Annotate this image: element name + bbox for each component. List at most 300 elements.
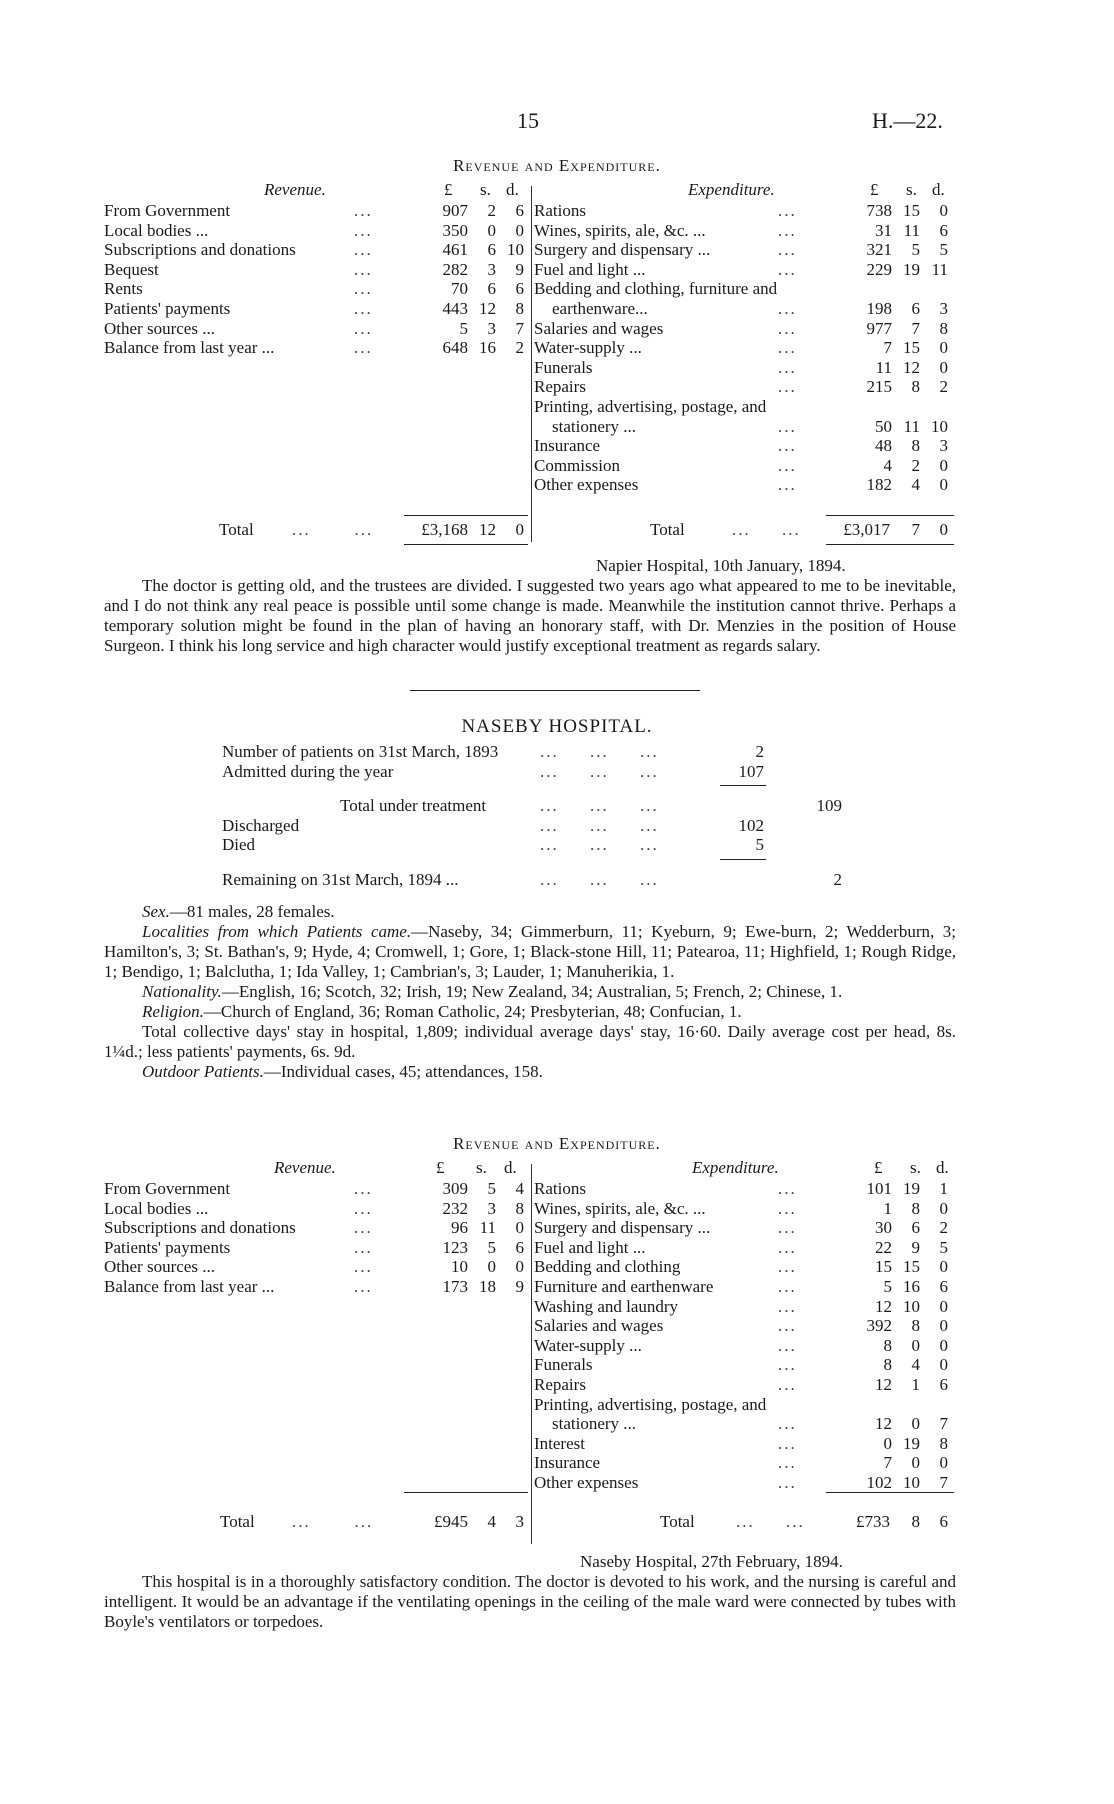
shillings-heading: s. xyxy=(480,180,491,199)
ledger-row xyxy=(534,436,956,456)
document-reference: H.—22. xyxy=(872,108,943,133)
ledger-row-shillings: 7 xyxy=(911,318,920,338)
napier-expenditure-total-underline xyxy=(826,544,954,545)
naseby-expenditure-total-rule xyxy=(826,1492,954,1493)
naseby-expenditure-header xyxy=(534,1158,956,1179)
pence-heading: d. xyxy=(936,1158,949,1177)
napier-column-divider xyxy=(531,186,532,542)
ledger-row xyxy=(104,279,530,299)
statistics-row xyxy=(222,835,842,855)
total-label: Total xyxy=(219,520,254,539)
naseby-expenditure-column xyxy=(534,1158,956,1531)
ledger-row xyxy=(534,475,956,495)
pounds-heading: £ xyxy=(444,180,453,199)
napier-expenditure-total-rule xyxy=(826,515,954,516)
statistics-row xyxy=(222,796,842,816)
leader-dots: ... xyxy=(778,455,797,475)
ledger-row xyxy=(534,1336,956,1356)
ledger-row-pence: 6 xyxy=(939,220,948,240)
ledger-row-pounds: 101 xyxy=(866,1179,892,1198)
ledger-row-label: Interest xyxy=(534,1433,585,1453)
ledger-row xyxy=(534,201,956,221)
ledger-row-pounds: 738 xyxy=(866,201,892,220)
ledger-row-pounds: 5 xyxy=(883,1276,892,1296)
naseby-expenditure-heading: Expenditure. xyxy=(692,1158,779,1177)
statistics-label: Remaining on 31st March, 1894 ... xyxy=(222,869,459,889)
ledger-row-pence: 2 xyxy=(939,377,948,397)
ledger-row xyxy=(534,1473,956,1493)
ledger-row-pence: 0 xyxy=(939,1335,948,1355)
leader-dots: ... ... xyxy=(736,1512,805,1531)
ledger-row xyxy=(534,1316,956,1336)
napier-section-title: Revenue and Expenditure. xyxy=(453,156,661,175)
pence-heading: d. xyxy=(506,180,519,199)
ledger-row-shillings: 12 xyxy=(903,357,920,377)
ledger-row-label: Balance from last year ... xyxy=(104,1276,275,1296)
ledger-row-label: Bedding and clothing, furniture and xyxy=(534,279,778,299)
leader-dots: ... xyxy=(778,436,797,456)
section-separator xyxy=(410,690,700,691)
ledger-row-label: earthenware... xyxy=(552,298,648,318)
ledger-row-pounds: 8 xyxy=(883,1355,892,1375)
napier-expenditure-rows xyxy=(534,201,956,495)
ledger-row-shillings: 5 xyxy=(487,1179,496,1198)
leader-dots: ... xyxy=(778,377,797,397)
ledger-row-shillings: 16 xyxy=(479,338,496,358)
pounds-heading: £ xyxy=(436,1158,445,1177)
ledger-row-pounds: 392 xyxy=(866,1316,892,1336)
ledger-row-pounds: 907 xyxy=(442,201,468,220)
naseby-revenue-heading: Revenue. xyxy=(274,1158,336,1177)
ledger-row-shillings: 5 xyxy=(911,240,920,260)
ledger-row xyxy=(534,260,956,280)
ledger-row-pounds: 5 xyxy=(459,318,468,338)
leader-dots: ... xyxy=(778,1433,797,1453)
ledger-row-pence: 3 xyxy=(939,436,948,456)
naseby-expenditure-total-shillings: 8 xyxy=(911,1512,920,1531)
shillings-heading: s. xyxy=(906,180,917,199)
ledger-row-shillings: 6 xyxy=(911,1218,920,1238)
statistics-total: 109 xyxy=(816,796,842,816)
shillings-heading: s. xyxy=(910,1158,921,1177)
leader-dots: ... ... xyxy=(292,1512,374,1531)
ledger-row-pounds: 229 xyxy=(866,259,892,279)
ledger-row-pounds: 15 xyxy=(875,1257,892,1277)
leader-dots: ... xyxy=(778,416,797,436)
ledger-row-pence: 6 xyxy=(515,201,524,220)
ledger-row xyxy=(534,417,956,437)
ledger-row-pounds: 0 xyxy=(883,1433,892,1453)
ledger-row-shillings: 15 xyxy=(903,1257,920,1277)
ledger-row-label: Salaries and wages xyxy=(534,318,664,338)
ledger-row-pounds: 12 xyxy=(875,1414,892,1434)
leader-dots: ... xyxy=(778,240,797,260)
ledger-row xyxy=(534,358,956,378)
ledger-row-pence: 1 xyxy=(939,1179,948,1198)
ledger-row-pence: 10 xyxy=(931,416,948,436)
naseby-column-divider xyxy=(531,1164,532,1544)
ledger-row-shillings: 6 xyxy=(487,240,496,260)
leader-dots: ... xyxy=(778,259,797,279)
naseby-revenue-total-rule xyxy=(404,1492,528,1493)
naseby-revenue-rows xyxy=(104,1179,530,1297)
ledger-row-label: stationery ... xyxy=(552,1414,637,1434)
nationality-text: —English, 16; Scotch, 32; Irish, 19; New Zealand, 34; Australian, 5; French, 2; Chinese, 1. xyxy=(221,982,843,1001)
ledger-row-pounds: 309 xyxy=(442,1179,468,1198)
ledger-row-pounds: 182 xyxy=(866,475,892,495)
ledger-row-pence: 11 xyxy=(931,259,948,279)
nationality-label: Nationality. xyxy=(142,982,222,1001)
ledger-row xyxy=(104,1238,530,1258)
ledger-row-pounds: 282 xyxy=(442,259,468,279)
ledger-row-label: Rations xyxy=(534,201,586,220)
ledger-row-label: Wines, spirits, ale, &c. ... xyxy=(534,220,706,240)
ledger-row-shillings: 16 xyxy=(903,1276,920,1296)
ledger-row-shillings: 4 xyxy=(911,1355,920,1375)
naseby-section-title: Revenue and Expenditure. xyxy=(453,1134,661,1153)
ledger-row xyxy=(534,1453,956,1473)
ledger-row-label: Washing and laundry xyxy=(534,1296,679,1316)
leader-dots: ... xyxy=(778,357,797,377)
ledger-row-pounds: 4 xyxy=(883,455,892,475)
ledger-row-pence: 0 xyxy=(939,1355,948,1375)
ledger-row-shillings: 15 xyxy=(903,201,920,220)
ledger-row xyxy=(534,397,956,417)
ledger-row-label: Repairs xyxy=(534,377,586,397)
ledger-row xyxy=(534,1297,956,1317)
ledger-row-pence: 3 xyxy=(939,298,948,318)
ledger-row-shillings: 6 xyxy=(911,298,920,318)
ledger-row-shillings: 19 xyxy=(903,1179,920,1198)
ledger-row-shillings: 11 xyxy=(479,1218,496,1238)
ledger-row-label: Wines, spirits, ale, &c. ... xyxy=(534,1198,706,1218)
ledger-row-pence: 0 xyxy=(939,1198,948,1218)
ledger-row-pounds: 10 xyxy=(451,1257,468,1277)
ledger-row xyxy=(534,1375,956,1395)
ledger-row-label: Rents xyxy=(104,279,143,299)
ledger-row xyxy=(534,1395,956,1415)
ledger-row-label: Other expenses xyxy=(534,1472,639,1492)
ledger-row-pence: 8 xyxy=(939,318,948,338)
ledger-row-pence: 0 xyxy=(515,1257,524,1277)
ledger-row-shillings: 3 xyxy=(487,259,496,279)
leader-dots: ... xyxy=(778,1355,797,1375)
ledger-row-label: Patients' payments xyxy=(104,298,231,318)
ledger-row-pence: 5 xyxy=(939,240,948,260)
ledger-row-label: Fuel and light ... xyxy=(534,1237,646,1257)
ledger-row-pounds: 102 xyxy=(866,1472,892,1492)
napier-comment xyxy=(104,576,956,656)
leader-dots: ... xyxy=(354,279,373,299)
pounds-heading: £ xyxy=(870,180,879,199)
ledger-row-shillings: 0 xyxy=(911,1453,920,1473)
ledger-row-pounds: 22 xyxy=(875,1237,892,1257)
leader-dots: ... xyxy=(354,318,373,338)
nationality-note xyxy=(104,982,956,1002)
napier-expenditure-header xyxy=(534,180,956,201)
ledger-row-label: Insurance xyxy=(534,436,601,456)
napier-revenue-heading: Revenue. xyxy=(264,180,326,199)
ledger-row-label: Surgery and dispensary ... xyxy=(534,240,711,260)
ledger-row-pounds: 123 xyxy=(442,1237,468,1257)
religion-text: —Church of England, 36; Roman Catholic, 24; Presbyterian, 48; Confucian, 1. xyxy=(203,1002,742,1021)
ledger-row-pounds: 232 xyxy=(442,1198,468,1218)
leader-dots: ... ... ... xyxy=(540,815,659,835)
statistics-row xyxy=(222,870,842,890)
ledger-row-pence: 10 xyxy=(507,240,524,260)
leader-dots: ... ... xyxy=(292,520,374,539)
leader-dots: ... xyxy=(354,240,373,260)
leader-dots: ... xyxy=(354,338,373,358)
statistics-label: Total under treatment xyxy=(340,796,487,816)
ledger-row-pence: 0 xyxy=(515,1218,524,1238)
napier-revenue-total-pounds: £3,168 xyxy=(421,520,468,539)
ledger-row-pounds: 30 xyxy=(875,1218,892,1238)
ledger-row-pounds: 648 xyxy=(442,338,468,358)
ledger-row-label: Printing, advertising, postage, and xyxy=(534,396,767,416)
localities-text: —Naseby, 34; Gimmerburn, 11; Kyeburn, 9; Ewe-burn, 2; Wedderburn, 3; Hamilton's, 3; St. Bathan's, 9; Hyde, 4; Cromwell, 1; Gore, 1; Black-stone Hill, 11; Patearoa, 11; Highfield, 1; Rough Ridge, 1; Bendigo, 1; Balclutha, 1; Ida Valley, 1; Cambrian's, 3; Lauder, 1; Manuherikia, 1. xyxy=(104,922,957,981)
leader-dots: ... xyxy=(778,1414,797,1434)
ledger-row-shillings: 0 xyxy=(911,1414,920,1434)
ledger-row-shillings: 10 xyxy=(903,1472,920,1492)
ledger-row-pounds: 443 xyxy=(442,298,468,318)
localities-label: Localities from which Patients came. xyxy=(142,922,412,941)
ledger-row-label: Surgery and dispensary ... xyxy=(534,1218,711,1238)
ledger-row-pence: 7 xyxy=(939,1472,948,1492)
ledger-row xyxy=(534,1355,956,1375)
leader-dots: ... xyxy=(354,1198,373,1218)
outdoor-label: Outdoor Patients. xyxy=(142,1062,264,1081)
napier-signature: Napier Hospital, 10th January, 1894. xyxy=(596,556,846,575)
napier-expenditure-total-shillings: 7 xyxy=(911,520,920,539)
ledger-row xyxy=(534,221,956,241)
ledger-row-label: Local bodies ... xyxy=(104,1198,209,1218)
ledger-row-label: Other sources ... xyxy=(104,318,215,338)
ledger-row-label: Other expenses xyxy=(534,475,639,495)
ledger-row-pence: 0 xyxy=(939,1296,948,1316)
ledger-row-pounds: 31 xyxy=(875,220,892,240)
ledger-row-pence: 0 xyxy=(939,455,948,475)
naseby-ledger xyxy=(104,1158,956,1546)
ledger-row-label: Fuel and light ... xyxy=(534,259,646,279)
ledger-row xyxy=(104,1218,530,1238)
statistics-value: 107 xyxy=(738,761,764,781)
ledger-row-pence: 9 xyxy=(515,1276,524,1296)
ledger-row-label: Subscriptions and donations xyxy=(104,1218,296,1238)
ledger-row-pounds: 96 xyxy=(451,1218,468,1238)
ledger-row-pounds: 977 xyxy=(866,318,892,338)
ledger-row-shillings: 8 xyxy=(911,1198,920,1218)
total-label: Total xyxy=(650,520,685,539)
statistics-value: 102 xyxy=(738,815,764,835)
localities-note xyxy=(104,922,956,982)
ledger-row-shillings: 0 xyxy=(487,1257,496,1277)
pence-heading: d. xyxy=(932,180,945,199)
ledger-row xyxy=(534,1238,956,1258)
ledger-row-pounds: 48 xyxy=(875,436,892,456)
napier-revenue-column xyxy=(104,180,530,539)
ledger-row-label: Other sources ... xyxy=(104,1257,215,1277)
ledger-row-pence: 0 xyxy=(939,201,948,220)
ledger-row xyxy=(534,1414,956,1434)
leader-dots: ... xyxy=(354,220,373,240)
ledger-row-pounds: 215 xyxy=(866,377,892,397)
naseby-expenditure-rows xyxy=(534,1179,956,1493)
naseby-hospital-title: NASEBY HOSPITAL. xyxy=(461,716,653,737)
ledger-row-pence: 8 xyxy=(939,1433,948,1453)
ledger-row xyxy=(104,319,530,339)
ledger-row-shillings: 0 xyxy=(911,1335,920,1355)
napier-revenue-rows xyxy=(104,201,530,358)
naseby-patient-statistics xyxy=(222,742,842,890)
ledger-row-shillings: 10 xyxy=(903,1296,920,1316)
leader-dots: ... xyxy=(354,201,373,220)
ledger-row-shillings: 9 xyxy=(911,1237,920,1257)
napier-revenue-total-rule xyxy=(404,515,528,516)
ledger-row-pence: 6 xyxy=(939,1276,948,1296)
ledger-row-label: Bequest xyxy=(104,259,159,279)
napier-expenditure-total-row xyxy=(534,520,956,540)
ledger-row xyxy=(104,240,530,260)
leader-dots: ... xyxy=(778,318,797,338)
ledger-row-pounds: 7 xyxy=(883,1453,892,1473)
ledger-row-label: Insurance xyxy=(534,1453,601,1473)
ledger-row-label: Patients' payments xyxy=(104,1237,231,1257)
ledger-row xyxy=(534,279,956,299)
leader-dots: ... ... xyxy=(732,520,801,539)
napier-expenditure-total-pounds: £3,017 xyxy=(843,520,890,539)
ledger-row-pence: 2 xyxy=(515,338,524,358)
leader-dots: ... xyxy=(778,1296,797,1316)
ledger-row xyxy=(104,1179,530,1199)
ledger-row-shillings: 1 xyxy=(911,1374,920,1394)
ledger-row-label: Bedding and clothing xyxy=(534,1257,681,1277)
naseby-signature: Naseby Hospital, 27th February, 1894. xyxy=(580,1552,843,1571)
ledger-row-pence: 0 xyxy=(939,357,948,377)
leader-dots: ... xyxy=(354,1257,373,1277)
ledger-row xyxy=(534,1257,956,1277)
ledger-row-label: Rations xyxy=(534,1179,586,1198)
ledger-row-pounds: 12 xyxy=(875,1374,892,1394)
leader-dots: ... xyxy=(778,1453,797,1473)
ledger-row-shillings: 8 xyxy=(911,436,920,456)
statistics-rule xyxy=(720,859,766,860)
naseby-revenue-column xyxy=(104,1158,530,1531)
ledger-row-pence: 0 xyxy=(939,338,948,358)
ledger-row-label: Subscriptions and donations xyxy=(104,240,296,260)
leader-dots: ... xyxy=(778,1218,797,1238)
leader-dots: ... xyxy=(354,1179,373,1198)
ledger-row xyxy=(104,260,530,280)
leader-dots: ... xyxy=(778,338,797,358)
ledger-row-pounds: 321 xyxy=(866,240,892,260)
ledger-row-pounds: 70 xyxy=(451,279,468,299)
ledger-row-shillings: 11 xyxy=(903,220,920,240)
ledger-row xyxy=(534,1199,956,1219)
sex-label: Sex. xyxy=(142,902,170,921)
napier-ledger xyxy=(104,180,956,548)
ledger-row-pence: 0 xyxy=(515,220,524,240)
outdoor-text: —Individual cases, 45; attendances, 158. xyxy=(263,1062,543,1081)
leader-dots: ... ... ... xyxy=(540,796,659,816)
ledger-row-pounds: 12 xyxy=(875,1296,892,1316)
naseby-comment-text: This hospital is in a thoroughly satisfactory condition. The doctor is devoted to his work, and the nursing is careful and intelligent. It would be an advantage if the ventilating openings in the ceiling of the male ward were connected by tubes with Boyle's ventilators or torpedoes. xyxy=(104,1572,956,1631)
ledger-row-label: Water-supply ... xyxy=(534,338,642,358)
leader-dots: ... xyxy=(778,298,797,318)
ledger-row-pence: 2 xyxy=(939,1218,948,1238)
ledger-row-shillings: 19 xyxy=(903,1433,920,1453)
ledger-row-label: Funerals xyxy=(534,1355,593,1375)
ledger-row xyxy=(534,1218,956,1238)
pounds-heading: £ xyxy=(874,1158,883,1177)
napier-expenditure-heading: Expenditure. xyxy=(688,180,775,199)
statistics-label: Number of patients on 31st March, 1893 xyxy=(222,742,499,761)
leader-dots: ... xyxy=(354,1237,373,1257)
naseby-statistics-notes xyxy=(104,902,956,1082)
ledger-row-pounds: 11 xyxy=(875,357,892,377)
ledger-row-shillings: 2 xyxy=(487,201,496,220)
ledger-row-label: Salaries and wages xyxy=(534,1316,664,1336)
naseby-revenue-total-row xyxy=(104,1512,530,1532)
ledger-row-pence: 0 xyxy=(939,1257,948,1277)
leader-dots: ... xyxy=(354,1276,373,1296)
ledger-row-pence: 8 xyxy=(515,298,524,318)
ledger-row-pence: 6 xyxy=(939,1374,948,1394)
ledger-row-pounds: 7 xyxy=(883,338,892,358)
ledger-row xyxy=(534,377,956,397)
statistics-row xyxy=(222,742,842,762)
napier-expenditure-total-pence: 0 xyxy=(939,520,948,539)
ledger-row-shillings: 18 xyxy=(479,1276,496,1296)
shillings-heading: s. xyxy=(476,1158,487,1177)
ledger-row-pence: 4 xyxy=(515,1179,524,1198)
ledger-row-label: From Government xyxy=(104,201,231,220)
ledger-row-pounds: 1 xyxy=(883,1198,892,1218)
ledger-row-label: Funerals xyxy=(534,357,593,377)
napier-revenue-total-shillings: 12 xyxy=(479,520,496,539)
ledger-row-label: From Government xyxy=(104,1179,231,1198)
ledger-row xyxy=(534,1277,956,1297)
ledger-row-pounds: 461 xyxy=(442,240,468,260)
leader-dots: ... xyxy=(778,1374,797,1394)
napier-revenue-header xyxy=(104,180,530,201)
leader-dots: ... xyxy=(354,259,373,279)
total-label: Total xyxy=(220,1512,255,1531)
ledger-row-label: Commission xyxy=(534,455,620,475)
ledger-row-label: Local bodies ... xyxy=(104,220,209,240)
ledger-row-pounds: 50 xyxy=(875,416,892,436)
leader-dots: ... ... ... xyxy=(540,869,659,889)
ledger-row-label: stationery ... xyxy=(552,416,637,436)
statistics-total: 2 xyxy=(833,869,842,889)
leader-dots: ... xyxy=(778,1335,797,1355)
ledger-row-label: Repairs xyxy=(534,1374,586,1394)
ledger-row-shillings: 5 xyxy=(487,1237,496,1257)
ledger-row-pence: 6 xyxy=(515,1237,524,1257)
ledger-row-shillings: 2 xyxy=(911,455,920,475)
ledger-row-pounds: 350 xyxy=(442,220,468,240)
leader-dots: ... ... ... xyxy=(540,835,659,855)
ledger-row-label: Furniture and earthenware xyxy=(534,1276,714,1296)
ledger-row xyxy=(534,240,956,260)
naseby-revenue-total-shillings: 4 xyxy=(487,1512,496,1531)
ledger-row-shillings: 4 xyxy=(911,475,920,495)
ledger-row-shillings: 12 xyxy=(479,298,496,318)
leader-dots: ... xyxy=(778,1276,797,1296)
statistics-row xyxy=(222,816,842,836)
pence-heading: d. xyxy=(504,1158,517,1177)
ledger-row-shillings: 6 xyxy=(487,279,496,299)
